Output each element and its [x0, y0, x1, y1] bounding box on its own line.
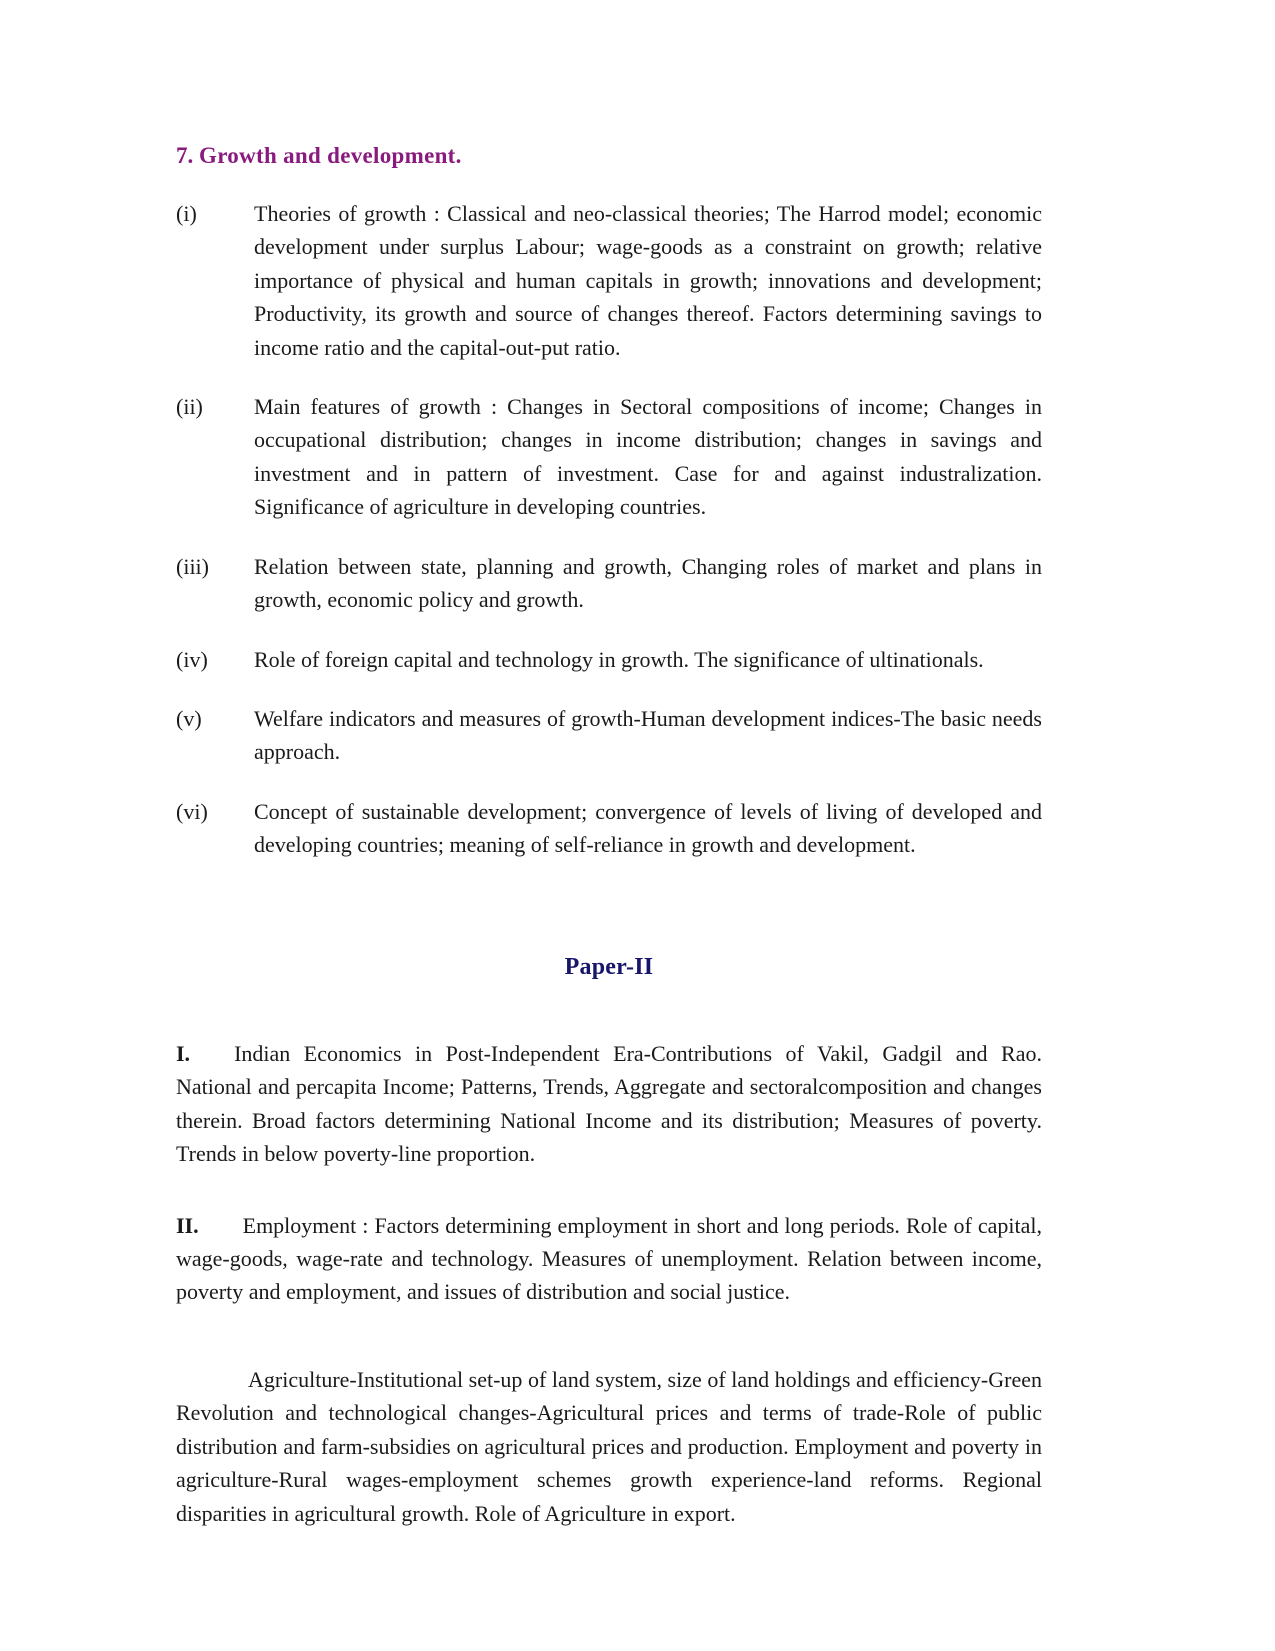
spacer [176, 1195, 1042, 1209]
list-item-marker: (ii) [176, 393, 203, 419]
list-item-text: Welfare indicators and measures of growth-Human development indices-The basic needs approach. [254, 706, 1042, 765]
section-number: 7. [176, 143, 194, 168]
paper-section-lead: II. [176, 1212, 199, 1238]
spacer [176, 981, 1042, 1037]
list-item [176, 795, 1042, 862]
paper-section-text: Indian Economics in Post-Independent Era-Contributions of Vakil, Gadgil and Rao. National and percapita Income; Patterns, Trends, Aggregate and sectoralcomposition and changes therein. Broad factors determining National Income and its distribution; Measures of poverty. Trends in below poverty-line proportion. [176, 1040, 1042, 1167]
list-item [176, 197, 1042, 364]
paper-section-paragraph [176, 1209, 1042, 1309]
list-item-marker: (i) [176, 200, 197, 226]
list-item [176, 643, 1042, 676]
list-item [176, 702, 1042, 769]
paper-heading: Paper-II [564, 953, 654, 980]
section-heading [176, 142, 1042, 171]
list-item-text: Concept of sustainable development; convergence of levels of living of developed and developing countries; meaning of self-reliance in growth and development. [254, 798, 1042, 858]
list-item-text: Main features of growth : Changes in Sectoral compositions of income; Changes in occupational distribution; changes in income distribution; changes in savings and investment and in pattern of investment. Case for and against industralization. Significance of agriculture in developing countries. [254, 393, 1042, 520]
list-item [176, 390, 1042, 524]
spacer [176, 1333, 1042, 1363]
list-item-marker: (iii) [176, 553, 209, 579]
list-item-marker: (v) [176, 706, 202, 731]
paper-section-lead: I. [176, 1040, 191, 1066]
list-item [176, 550, 1042, 617]
paper-section-paragraph [176, 1037, 1042, 1171]
list-item-text: Theories of growth : Classical and neo-classical theories; The Harrod model; economic development under surplus Labour; wage-goods as a constraint on growth; relative importance of physical and human capitals in growth; innovations and development; Productivity, its growth and source of changes thereof. Factors determining savings to income ratio and the capital-out-put ratio. [254, 200, 1042, 360]
list-item-marker: (vi) [176, 798, 208, 824]
paper-section-text: Employment : Factors determining employment in short and long periods. Role of capital, wage-goods, wage-rate and technology. Measures of unemployment. Relation between income, poverty and employment, and issues of distribution and social justice. [176, 1212, 1042, 1305]
section-title: Growth and development. [199, 143, 462, 168]
closing-paragraph: Agriculture-Institutional set-up of land system, size of land holdings and efficiency-Green Revolution and technological changes-Agricultural prices and terms of trade-Role of public distribution and farm-subsidies on agricultural prices and production. Employment and poverty in agriculture-Rural wages-employment schemes growth experience-land reforms. Regional disparities in agricultural growth. Role of Agriculture in export. [176, 1366, 1042, 1526]
page-content [176, 142, 1042, 1554]
list-item-text: Role of foreign capital and technology in growth. The significance of ultinationals. [254, 646, 984, 672]
list-item-text: Relation between state, planning and growth, Changing roles of market and plans in growth, economic policy and growth. [254, 553, 1042, 613]
list-item-marker: (iv) [176, 646, 208, 672]
